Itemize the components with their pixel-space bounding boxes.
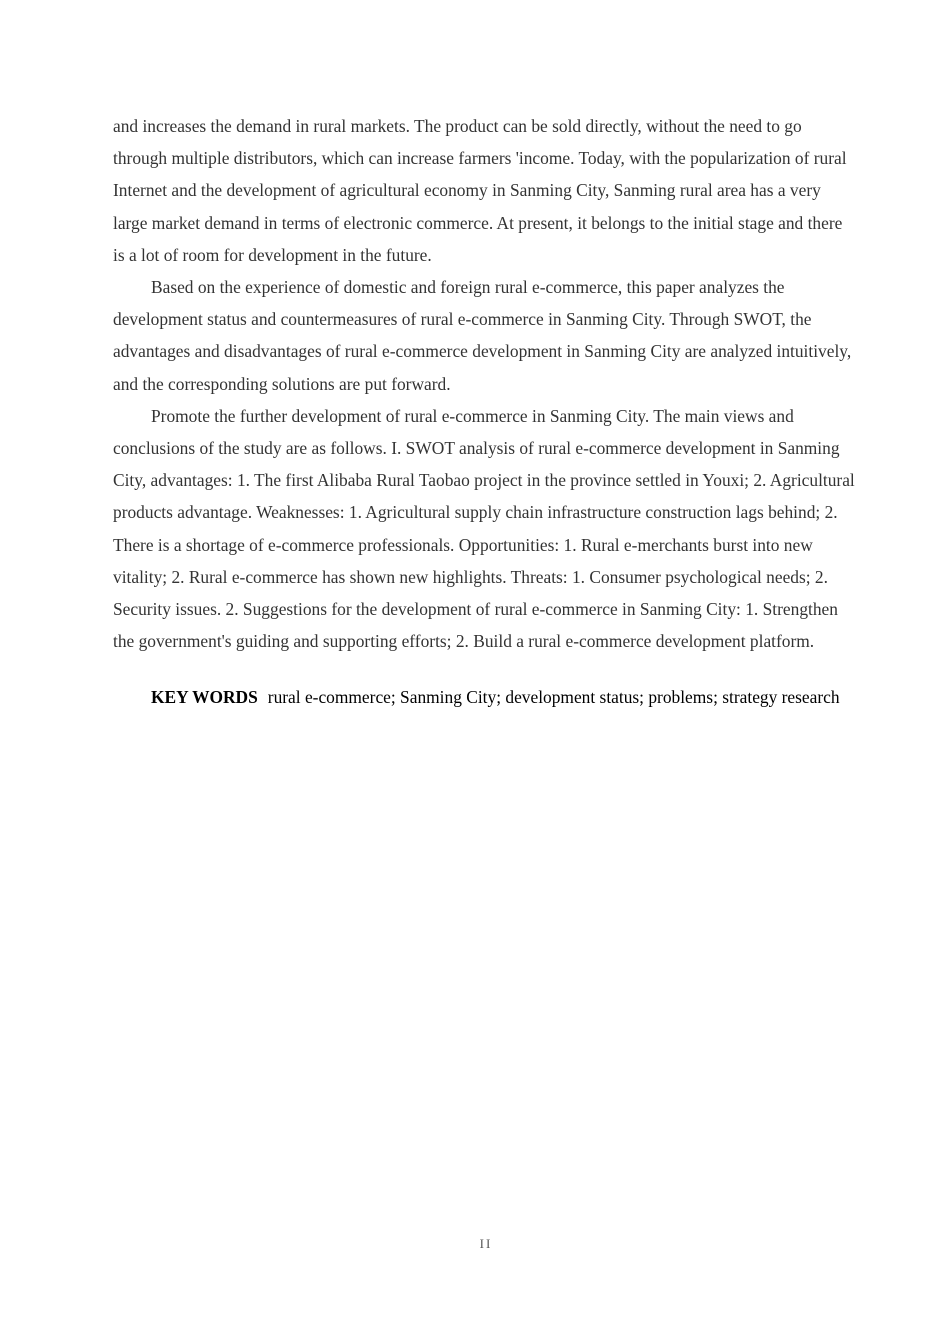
abstract-paragraph-conclusions: Promote the further development of rural e-commerce in Sanming City. The main views and conclusions of the study are as follows. I. SWOT analysis of rural e-commerce development in Sanming City, advantages: 1. The first Alibaba Rural Taobao project in the province settled in Youxi; 2. Agricultural products advantage. Weaknesses: 1. Agricultural supply chain infrastructure construction lags behind; 2. There is a shortage of e-commerce professionals. Opportunities: 1. Rural e-merchants burst into new vitality; 2. Rural e-commerce has shown new highlights. Threats: 1. Consumer psychological needs; 2. Security issues. 2. Suggestions for the development of rural e-commerce in Sanming City: 1. Strengthen the government's guiding and supporting efforts; 2. Build a rural e-commerce development platform. — [113, 405, 855, 652]
keywords-label: KEY WORDS — [151, 687, 258, 708]
abstract-paragraph-method: Based on the experience of domestic and foreign rural e-commerce, this paper analyzes the development status and countermeasures of rural e-commerce in Sanming City. Through SWOT, the advantages and disadvantages of rural e-commerce development in Sanming City are analyzed intuitively, and the corresponding solutions are put forward. — [113, 277, 852, 394]
document-page — [113, 110, 858, 731]
keywords-text: rural e-commerce; Sanming City; development status; problems; strategy research — [267, 687, 840, 708]
abstract-paragraph-continuation: and increases the demand in rural markets. The product can be sold directly, without the need to go through multiple distributors, which can increase farmers 'income. Today, with the popularization of rural Internet and the development of agricultural economy in Sanming City, Sanming rural area has a very large market demand in terms of electronic commerce. At present, it belongs to the initial stage and there is a lot of room for development in the future. — [113, 116, 847, 265]
keywords-line — [113, 681, 858, 713]
page-number: II — [479, 1236, 493, 1251]
